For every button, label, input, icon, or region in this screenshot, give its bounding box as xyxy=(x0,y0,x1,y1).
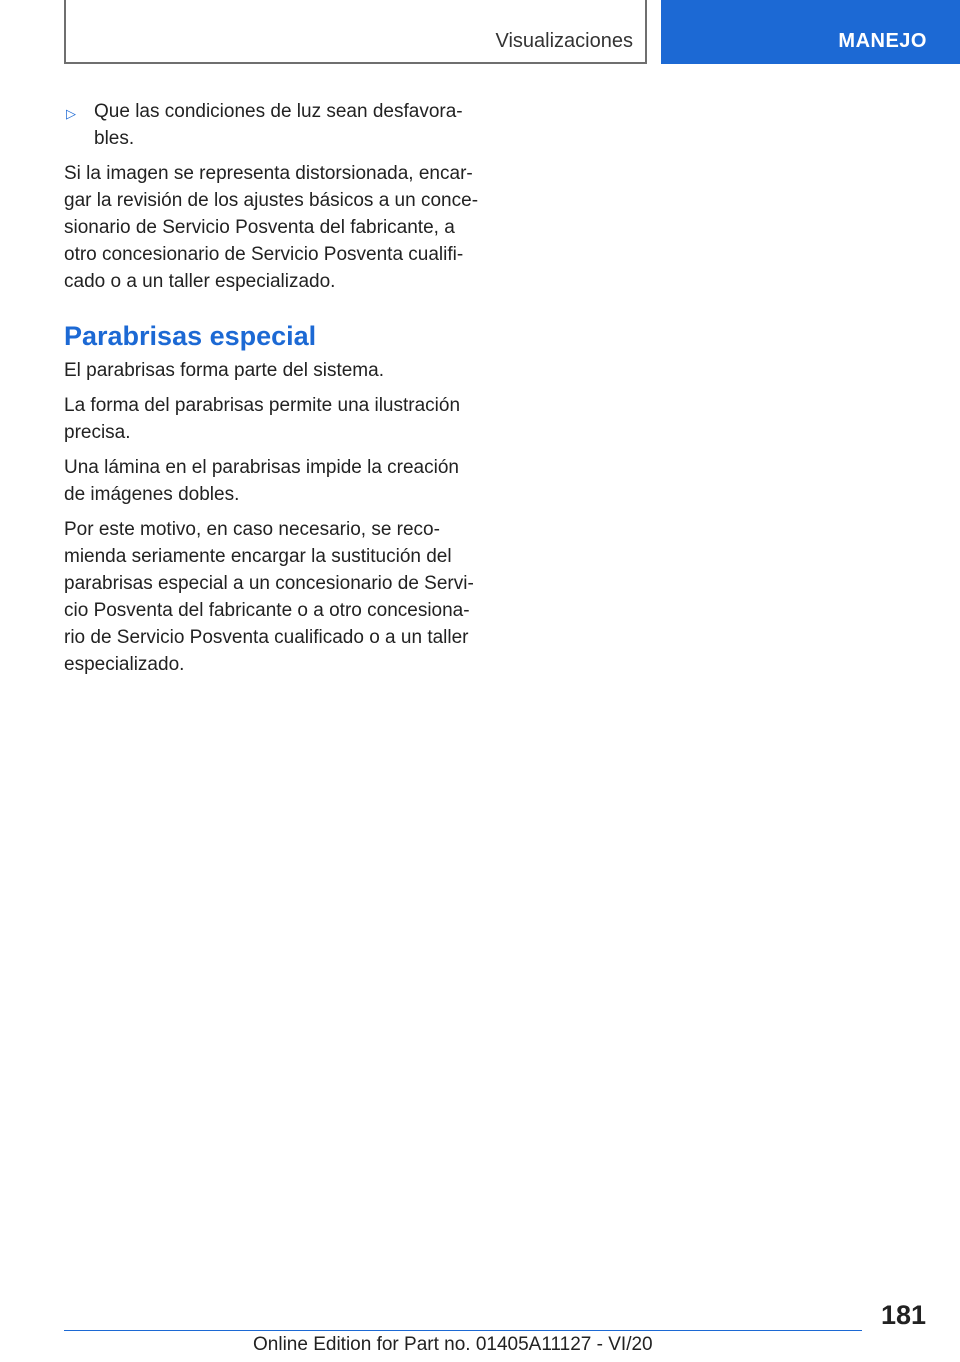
footer-divider xyxy=(64,1330,862,1331)
intro-paragraph: Si la imagen se representa distorsionada, encargar la revisión de los ajustes básicos a un concesionario de Servicio Posventa del fabricante, a otro concesionario de Servicio Posventa cualificado o a un taller especializado. xyxy=(64,163,479,292)
triangle-bullet-icon: ▷ xyxy=(66,106,76,121)
paragraph: La forma del parabrisas permite una ilustración precisa. xyxy=(64,395,461,443)
paragraph: Una lámina en el parabrisas impide la creación de imágenes dobles. xyxy=(64,457,459,505)
section-heading: Parabrisas especial xyxy=(64,321,317,351)
chapter-tab xyxy=(661,0,960,64)
list-item xyxy=(64,98,484,152)
footer-edition-text: Online Edition for Part no. 01405A11127 - VI/20 xyxy=(253,1334,653,1355)
chapter-title: MANEJO xyxy=(838,30,927,52)
main-content xyxy=(64,98,484,686)
list-item-text: Que las condiciones de luz sean desfavorables. xyxy=(94,101,463,149)
section-title: Visualizaciones xyxy=(495,30,633,52)
paragraph: Por este motivo, en caso necesario, se recomienda seriamente encargar la sustitución del parabrisas especial a un concesionario de Servicio Posventa del fabricante o a otro concesionario de Servicio Posventa cualificado o a un taller especializado. xyxy=(64,519,474,675)
page-number: 181 xyxy=(880,1300,926,1330)
paragraph: El parabrisas forma parte del sistema. xyxy=(64,360,384,381)
header-section-frame xyxy=(64,0,647,64)
